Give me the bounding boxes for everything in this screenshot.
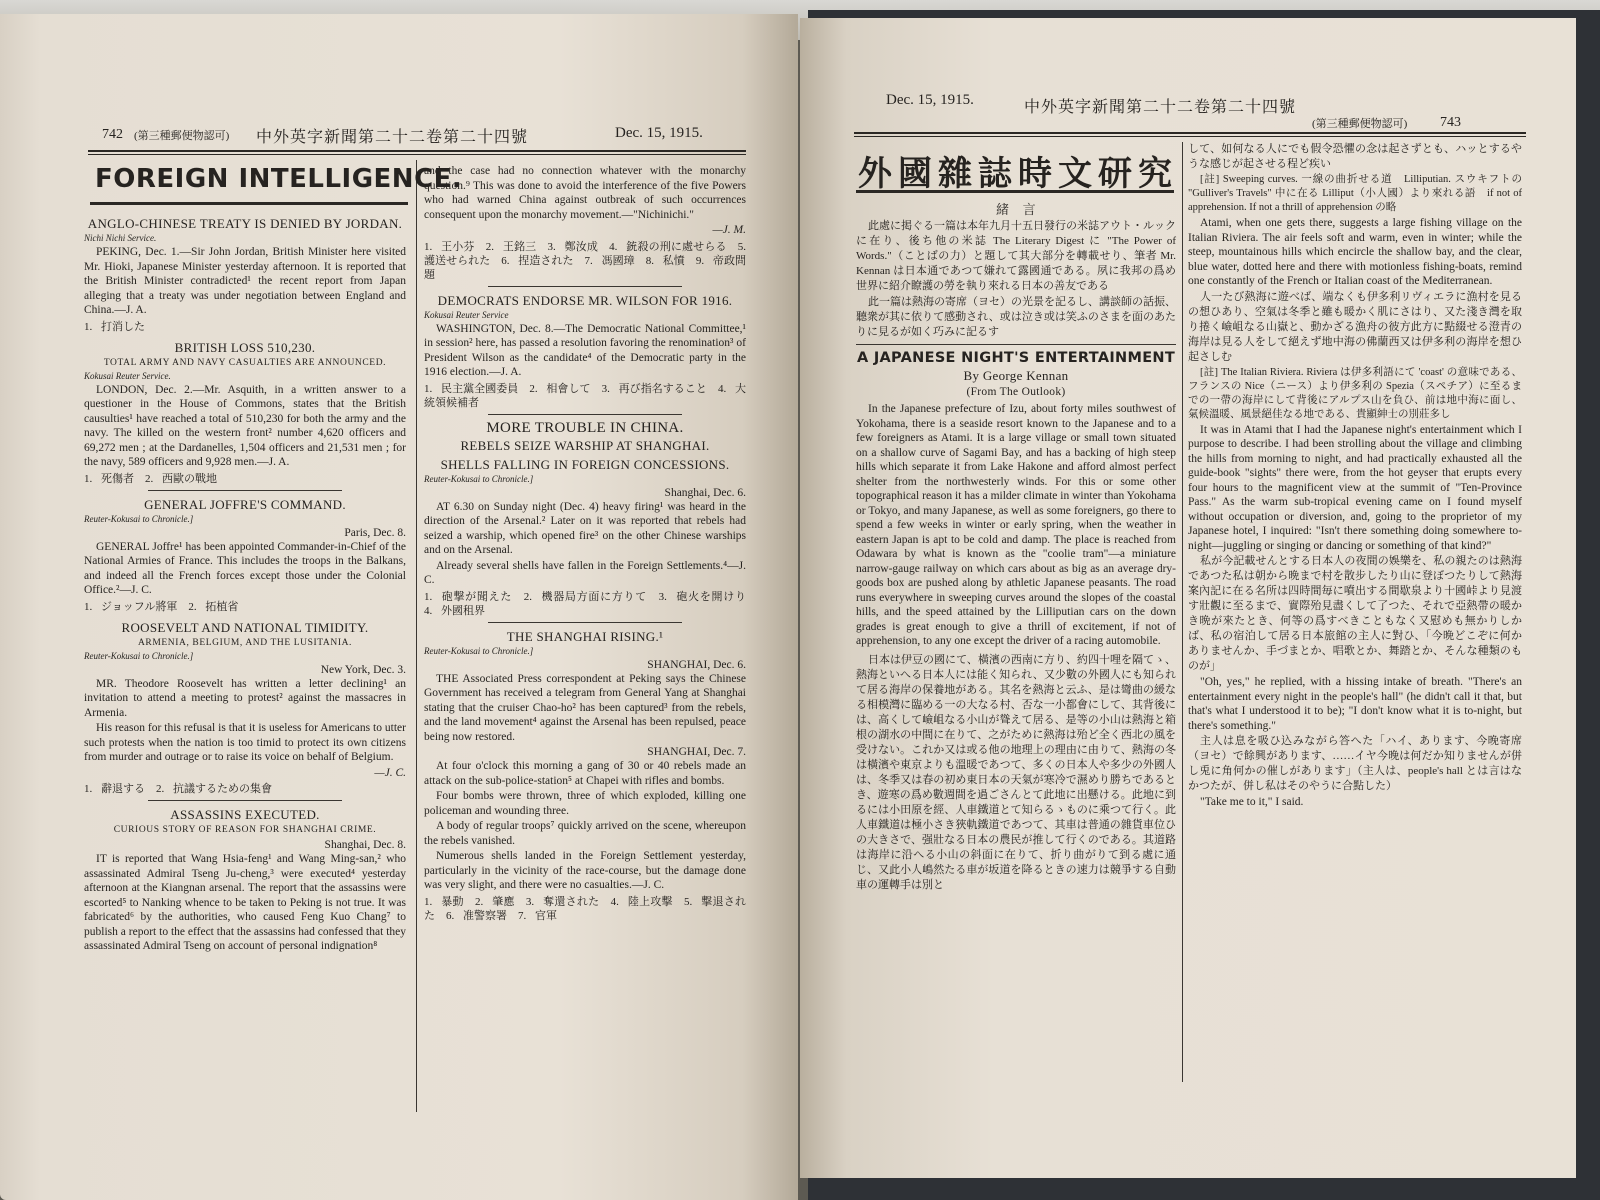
header-rule-thin [854, 136, 1526, 137]
issue-date: Dec. 15, 1915. [886, 92, 974, 108]
article-body: A body of regular troops⁷ quickly arrived on the scene, whereupon the rebels vanished. [424, 820, 746, 847]
postal-permit: (第三種郵便物認可) [134, 130, 230, 142]
vocab-notes: 1. ジョッフル將軍 2. 拓植省 [84, 600, 239, 613]
article-body: IT is reported that Wang Hsia-feng¹ and Wang Ming-san,² who assassinated Admiral Tseng Ju-cheng,³ were executed⁴ yesterday afternoon at the Kiangnan arsenal. The report that the assassins were escorted⁵ to Nanking whence to be taken to Peking is not true. It was fabricated⁶ by the authorities, who caused Feng Kuo Chang⁷ to publish a report to the effect that the assassins had confessed that they assassinated Admiral Tseng on account of personal indignation⁸ [84, 853, 406, 952]
dateline: SHANGHAI, Dec. 6. [647, 658, 746, 671]
right-column-2 [1188, 142, 1522, 811]
header-rule [88, 150, 746, 152]
column-divider [1182, 142, 1183, 1082]
article-body: AT 6.30 on Sunday night (Dec. 4) heavy firing¹ was heard in the direction of the Arsenal.² Later on it was reported that rebels had seized a warship, which opened fire³ on the other Chinese warships and on the Arsenal. [424, 500, 746, 556]
headline-democrats: DEMOCRATS ENDORSE MR. WILSON FOR 1916. [437, 292, 733, 308]
source-line: (From The Outlook) [966, 386, 1066, 398]
article-body: At four o'clock this morning a gang of 30 or 40 rebels made an attack on the sub-police-station⁵ at Chapei with rifles and bombs. [424, 760, 746, 787]
signature: —J. M. [712, 224, 746, 236]
article-body: Atami, when one gets there, suggests a large fishing village on the Italian Riviera. The air feels soft and warm, even in winter; while the steep, mountainous hills which encircle the shallow bay, and the clear, blue water, dotted here and there with motionless fishing-boats, remind one constantly of the French or Italian coast of the Mediterranean. [1188, 217, 1522, 287]
subheadline: REBELS SEIZE WARSHIP AT SHANGHAI. [460, 437, 710, 453]
separator [148, 490, 341, 491]
japanese-translation: 日本は伊豆の國にて、橫濱の西南に方り、約四十哩を隔てゝ、熱海といへる日本人には能く知られ、又少數の外國人にも知られて居る海岸の保養地がある。其名を熱海と云ふ、是は彎曲の緩なる相模灣に臨める一の大なる村、否な一小都會にして、其背後には、高くして嶮岨なる小山が聳えて居る、是等の小山は熱海と箱根の湖水の中間に在りて、之がために熱海は殆ど全く西北の風を受けない。これか又は或る他の地理上の理由に由りて、熱海の冬は橫濱や東京よりも溫暖であつて、多くの日本人や多少の外國人は、冬季又は春の初め東日本の天氣が寒冷で濕めり勝ちであるとき、遊寒の爲め數週間を過ごさんとて此地に出懸ける。此地に到るには小田原を經、人車鐵道とて知らるゝものに乘つて行く。此人車鐵道は極小さき狹軌鐵道であつて、其車は普通の雜貨車位ひの大きさで、强壯なる日本の農民が推して行くのである。其道路は海岸に沿へる小山の斜面に在りて、折り曲がりて到る處に通じ、又此小人嶋然たる車が坂道を降るときの速力は競爭する自動車の運轉手は別と [856, 653, 1176, 891]
right-column-1 [856, 196, 1176, 894]
dateline: Shanghai, Dec. 8. [324, 839, 406, 851]
header-rule [854, 132, 1526, 134]
intro-text: 此處に掲ぐる一篇は本年九月十五日發行の米誌アウト・ルックに在り、後ち他の米誌 The Literary Digest に "The Power of Words."（ことばの力）と題して其大部分を轉載せり、筆者 Mr. Kennan は日本通であつて嫌れて露國通である。夙に我邦の爲め世界に紹介瞭護の勞を執り來れる日本の善友である [856, 220, 1176, 292]
issue-date: Dec. 15, 1915. [615, 125, 703, 141]
intro-heading: 緒 言 [996, 202, 1036, 217]
left-column-2 [424, 164, 757, 926]
separator [148, 800, 341, 801]
header-rule-thin [88, 154, 746, 155]
article-body: LONDON, Dec. 2.—Mr. Asquith, in a written answer to a questioner in the House of Commons, states that the British causulties¹ have reached a total of 510,230 for both the army and the navy. The killed on the western front² number 4,620 officers and 69,272 men ; at the Dardanelles, 1,504 officers and 21,531 men ; for the navy, 589 officers and 9,928 men.—J. A. [84, 383, 406, 468]
service-line: Reuter-Kokusai to Chronicle.] [424, 645, 534, 656]
separator [488, 286, 681, 287]
article-body: Numerous shells landed in the Foreign Settlement yesterday, particularly in the vicinity of the race-course, but the damage done was very slight, and there were no casualties.—J. C. [424, 850, 746, 891]
newspaper-title: 中外英字新聞第二十二卷第二十四號 [256, 129, 529, 146]
japanese-section-title: 外國雜誌時文研究 [858, 154, 1178, 194]
vocab-notes: 1. 死傷者 2. 西歐の戰地 [84, 472, 217, 485]
headline-roosevelt: ROOSEVELT AND NATIONAL TIMIDITY. [121, 619, 369, 635]
dateline: Paris, Dec. 8. [344, 526, 406, 539]
page-number: 742 [102, 127, 123, 142]
intro-text: 此一篇は熱海の寄席（ヨセ）の光景を記るし、講談師の話振、聽衆が其に依りて感動され、或は泣き或は笑ふのさまを面のあたりに見るが如く巧みに記るす [856, 296, 1176, 338]
headline-china: MORE TROUBLE IN CHINA. [486, 419, 684, 436]
subheadline: ARMENIA, BELGIUM, AND THE LUSITANIA. [137, 637, 353, 648]
headline-treaty: ANGLO-CHINESE TREATY IS DENIED BY JORDAN. [87, 216, 403, 231]
byline: By George Kennan [963, 368, 1069, 383]
postal-permit: (第三種郵便物認可) [1312, 118, 1408, 130]
japanese-translation: 私が今記載せんとする日本人の夜間の娛樂を、私の親たのは熱海であつた私は朝から晩まで村を散步したり山に登ぼつたりして熱海案內記に在る名所は四時間毎に噴出する間歇泉より十國峠より見渡す壯觀に至るまで、實際殆見盡くして了つた、それで亞熱帶の暖かき晩が來たとき、何等の爲すべきこともなく又慰めも無かりしかば、私の宿泊して居る日本旅館の主人に對ひ、「今晩どこぞに何かありませんか、手づまとか、唱歌とか、舞踏とか、そんな種類のものが」 [1188, 555, 1522, 672]
headline-british-loss: BRITISH LOSS 510,230. [174, 339, 316, 355]
subheadline: SHELLS FALLING IN FOREIGN CONCESSIONS. [440, 456, 730, 472]
left-page [0, 14, 798, 1200]
right-page [800, 18, 1576, 1178]
article-body: Four bombs were thrown, three of which exploded, killing one policeman and wounding three. [424, 790, 746, 817]
article-body: Already several shells have fallen in the Foreign Settlements.⁴—J. C. [424, 559, 746, 586]
vocab-notes: 1. 打消した [84, 320, 145, 333]
signature: —J. C. [374, 766, 406, 779]
article-body: His reason for this refusal is that it is useless for Americans to utter such protests when the nation is too timid to protect its own citizens from murder and outrage or to raise its voice on behalf of Belgium. [84, 722, 406, 763]
service-line: Kokusai Reuter Service [424, 309, 509, 320]
headline-shanghai-rising: THE SHANGHAI RISING.¹ [506, 628, 664, 644]
newspaper-title: 中外英字新聞第二十二卷第二十四號 [1024, 99, 1297, 116]
separator [488, 414, 681, 415]
section-rule [90, 202, 408, 205]
headline-joffre: GENERAL JOFFRE'S COMMAND. [144, 496, 346, 512]
dateline: SHANGHAI, Dec. 7. [647, 746, 746, 758]
separator [488, 622, 681, 623]
japanese-translation: して、如何なる人にでも假令恐懼の念は起さずとも、ハッとするやうな感じが起させる程ど疾い [1188, 143, 1522, 170]
service-line: Kokusai Reuter Service. [84, 370, 171, 381]
article-body: WASHINGTON, Dec. 8.—The Democratic National Committee,¹ in session² here, has passed a resolution favoring the renomination³ of President Wilson as the candidate⁴ of the Democratic party in the 1916 election.—J. A. [424, 322, 746, 378]
annotation-note: [註] Sweeping curves. 一線の曲折せる道 Lilliputian. スウキフトの "Gulliver's Travels" 中に在る Lilliput（小人國）より來れる語 if not of apprehension. If not a thrill of apprehension の略 [1188, 174, 1522, 213]
subheadline: TOTAL ARMY AND NAVY CASUALTIES ARE ANNOUNCED. [103, 357, 387, 368]
article-body: "Take me to it," I said. [1200, 796, 1304, 808]
japanese-translation: 主人は息を吸ひ込みながら答へた「ハイ、あります、今晚寄席（ヨセ）で餘興があります、……イヤ今晚は何だか知りませんが併し兎に角何かの催しがあります」（主人は、people's hall とは言はなかつたが、併し私はそのやうに合點した） [1188, 735, 1522, 792]
column-divider [416, 160, 417, 1112]
annotation-note: [註] The Italian Riviera. Riviera は伊多利語にて 'coast' の意味である、フランスの Nice（ニース）より伊多利の Spezia（スペチア）に至るまでの一帶の海岸にして背後にアルプス山を負ひ、前は地中海に面し、氣候溫暖、風景絕佳なる地である、貴顯紳士の別莊多し [1188, 366, 1522, 420]
service-line: Nichi Nichi Service. [84, 233, 157, 243]
service-line: Reuter-Kokusai to Chronicle.] [84, 650, 194, 661]
vocab-notes: 1. 砲撃が聞えた 2. 機器局方面に方りて 3. 砲火を開けり 4. 外國租界 [424, 590, 757, 617]
vocab-notes: 1. 民主黨全國委員 2. 相會して 3. 再び指名すること 4. 大統領候補者 [424, 382, 746, 409]
left-column-1 [84, 210, 406, 955]
section-title: FOREIGN INTELLIGENCE. [95, 164, 463, 194]
dateline: New York, Dec. 3. [320, 663, 406, 676]
vocab-notes: 1. 辭退する 2. 抗議するための集會 [84, 783, 272, 795]
article-body: GENERAL Joffre¹ has been appointed Commander-in-Chief of the National Armies of France. This includes the troops in the Balkans, and indeed all the French forces except those under the Colonial Office.²—J. C. [84, 540, 406, 596]
article-body: It was in Atami that I had the Japanese night's entertainment which I purpose to describe. I had been strolling about the village and climbing the hills from morning to night, and had practically exhausted all the guide-book "sights" there were, from the hot geyser that erupts every four hours to the magnificent view at the summit of "Ten-Province Pass." As the warm sub-tropical evening came on I found myself without occupation or diversion, and, going to the proprietor of my Japanese hotel, I inquired: "Isn't there something doing somewhere to-night—juggling or singing or dancing or something of that kind?" [1188, 423, 1522, 552]
service-line: Reuter-Kokusai to Chronicle.] [84, 513, 194, 524]
headline-assassins: ASSASSINS EXECUTED. [170, 807, 320, 822]
article-body: and the case had no connection whatever with the monarchy question.⁹ This was done to avoid the interference of the five Powers who had warned China against outbreak of such occurrences consequent upon the monarchy movement.—"Nichinichi." [424, 165, 746, 221]
article-body: PEKING, Dec. 1.—Sir John Jordan, British Minister here visited Mr. Hioki, Japanese Minister yesterday afternoon. It is reported that the British Minister contradicted¹ the recent report from Japan alleging that a treaty was under negotiation between England and China.—J. A. [84, 246, 406, 316]
article-title: A JAPANESE NIGHT'S ENTERTAINMENT [856, 350, 1176, 366]
subheadline: CURIOUS STORY OF REASON FOR SHANGHAI CRIME. [113, 825, 377, 835]
japanese-translation: 人一たび熱海に遊べば、端なくも伊多利リヴィエラに漁村を見るの想ひあり、空氣は冬季と雖も暖かく肌にさはり、又た淺き灣を取り捲く嶮岨なる山嶽と、動かざる漁舟の彼方此方に點綴せる澄青の海岸は見る人をして絕えず地中海の佛蘭西又は伊多利の海岸を想ひ起さしむ [1188, 290, 1522, 363]
section-rule [856, 190, 1174, 193]
article-body: MR. Theodore Roosevelt has written a letter declining¹ an invitation to attend a meeting to protest² against the massacres in Armenia. [84, 677, 406, 719]
vocab-notes: 1. 暴動 2. 肇應 3. 奪還された 4. 陸上攻擊 5. 擊退された 6. 准警察署 7. 官軍 [424, 895, 746, 922]
dateline: Shanghai, Dec. 6. [664, 486, 746, 499]
vocab-notes: 1. 王小芬 2. 王銘三 3. 鄭汝成 4. 銃殺の刑に處せらる 5. 護送せられた 6. 捏造された 7. 馮國璋 8. 私憤 9. 帝政問題 [424, 240, 746, 281]
separator [856, 344, 1176, 345]
article-body: "Oh, yes," he replied, with a hissing intake of breath. "There's an entertainment every night in the people's hall" (he didn't call it that, but that's what I understood it to be); "I don't know what it is to-night, but there's something." [1188, 676, 1522, 732]
service-line: Reuter-Kokusai to Chronicle.] [424, 473, 534, 484]
page-number: 743 [1440, 115, 1461, 130]
article-body: THE Associated Press correspondent at Peking says the Chinese Government has received a telegram from General Yang at Shanghai stating that the cruiser Chao-ho² has been captured³ from the rebels, and the land movement⁴ against the Arsenal has been repulsed, peace being now restored. [424, 672, 746, 743]
article-body: In the Japanese prefecture of Izu, about forty miles southwest of Yokohama, there is a seaside resort known to the Japanese and to a few foreigners as Atami. It is a large village or small town situated on a shallow curve of Sagami Bay, and has a backing of high steep hills which separate it from Lake Hakone and afford almost perfect shelter from the northwesterly winds. For this or some other topographical reason it has a milder climate in winter than Yokohama or Tokyo, and many Japanese, as well as some foreigners, go there to spend a few weeks in winter or early spring, when the weather in eastern Japan is apt to be cold and damp. The place is reached from Odawara by what is known as the "coolie tram"—a miniature narrow-gauge railway on which cars about as big as an average dry-goods box are pushed along by athletic Japanese peasants. The road runs everywhere in sweeping curves around the slopes of the coastal hills, and the speed attained by the Lilliputian cars on the down grades is great enough to give a thrill of excitement, if not of apprehension, to any one except the driver of a racing automobile. [856, 403, 1176, 647]
